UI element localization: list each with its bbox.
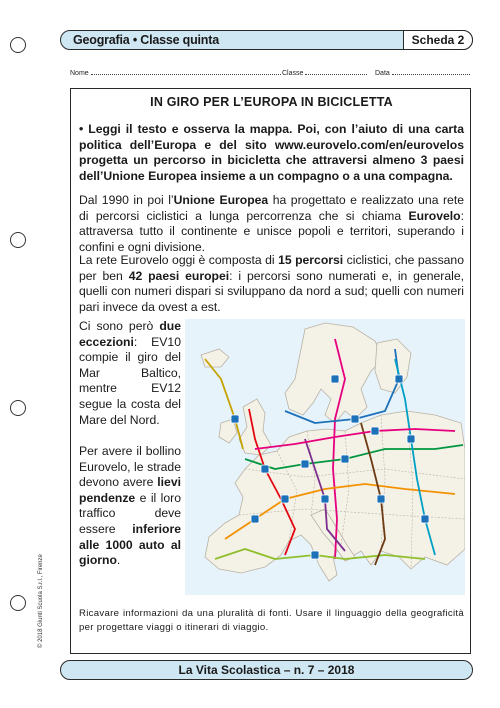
worksheet-number: Scheda 2 — [403, 30, 473, 50]
paragraph-exceptions: Ci sono però due eccezioni: EV10 compie il giro del Mar Baltico, mentre EV12 segue la costa del Mare del Nord. — [79, 319, 181, 427]
class-field[interactable] — [282, 68, 367, 77]
binder-hole — [10, 595, 26, 611]
paragraph-intro: Dal 1990 in poi l’Unione Europea ha progettato e realizzato una rete di percorsi ciclistici a lunga percorrenza che si chiama Eurovelo: attraversa tutto il continente e unisce popoli e territori, superando i confini e ogni divisione. — [79, 193, 465, 254]
worksheet-title: IN GIRO PER L’EUROPA IN BICICLETTA — [150, 95, 393, 109]
name-label: Nome — [70, 70, 89, 77]
route-marker-icon — [301, 460, 309, 468]
route-marker-icon — [261, 465, 269, 473]
binder-hole — [10, 400, 26, 416]
route-marker-icon — [421, 515, 429, 523]
route-marker-icon — [377, 495, 385, 503]
name-field[interactable] — [70, 68, 281, 77]
paragraph-requirements: Per avere il bollino Eurovelo, le strade devono avere lievi pendenze e il loro traffico deve essere inferiore alle 1000 auto al giorno. — [79, 444, 181, 568]
route-marker-icon — [281, 495, 289, 503]
route-marker-icon — [395, 375, 403, 383]
route-marker-icon — [251, 515, 259, 523]
route-marker-icon — [407, 435, 415, 443]
date-field[interactable] — [375, 68, 470, 77]
footer-bar: La Vita Scolastica – n. 7 – 2018 — [60, 660, 473, 680]
header-bar — [60, 30, 473, 50]
eurovelo-map — [185, 319, 465, 595]
route-marker-icon — [371, 427, 379, 435]
route-marker-icon — [351, 415, 359, 423]
route-marker-icon — [321, 495, 329, 503]
route-marker-icon — [311, 551, 319, 559]
learning-objective: Ricavare informazioni da una pluralità di fonti. Usare il linguaggio della geograficità per progettare viaggi o itinerari di viaggio. — [79, 608, 464, 633]
date-label: Data — [375, 70, 390, 77]
instruction-text: • Leggi il testo e osserva la mappa. Poi, con l’aiuto di una carta politica dell’Europa e del sito www.eurovelo.com/en/eurovelos progetta un percorso in bicicletta che attraversi almeno 3 paesi dell’Unione Europea insieme a un compagno o a una compagna. — [79, 122, 464, 183]
eurovelo-url: www.eurovelo.com/en/eurovelos — [274, 137, 464, 152]
route-marker-icon — [331, 375, 339, 383]
copyright-note: © 2018 Giunti Scuola S.r.l., Firenze — [38, 554, 44, 648]
worksheet-frame — [70, 88, 471, 654]
binder-hole — [10, 232, 26, 248]
binder-hole — [10, 37, 26, 53]
class-label: Classe — [282, 70, 304, 77]
subject-title: Geografia • Classe quinta — [73, 33, 219, 47]
paragraph-routes: La rete Eurovelo oggi è composta di 15 percorsi ciclistici, che passano per ben 42 paesi europei: i percorsi sono numerati e, in generale, quelli con numeri dispari si sviluppano da nord a sud; quelli con numeri pari invece da ovest a est. — [79, 253, 464, 314]
route-marker-icon — [231, 415, 239, 423]
route-marker-icon — [341, 455, 349, 463]
